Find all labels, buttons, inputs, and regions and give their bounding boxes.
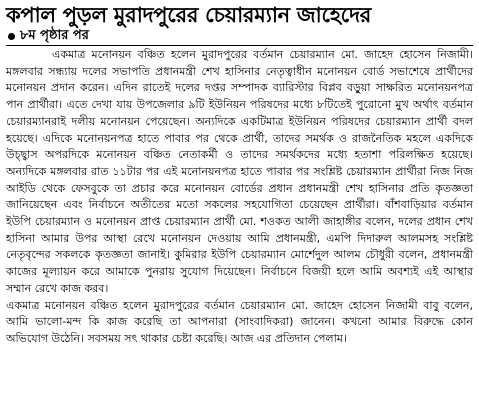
article-paragraph-1: একমাত্র মনোনয়ন বঞ্চিত হলেন মুরাদপুরের বর্তমান চেয়ারম্যান মো. জাহেদ হোসেন নিজামী। মঙ্গলবার সন্ধ্যায় দলের সভাপতি প্রধানমন্ত্রী শেখ হাসিনার নেতৃত্বাধীন মনোনয়ন বোর্ড সভাশেষে প্রার্থীদের মনোনয়ন প্রদান করেন। এদিন রাতেই দলের দপ্তর সম্পাদক ব্যারিস্টার বিপ্লব বড়ুয়া সাক্ষরিত মনোনয়নপত্র পান প্রার্থীরা। এতে দেখা যায় উপজেলার ৯টি ইউনিয়ন পরিষদের মধ্যে ৮টিতেই পুরোনো মুখ অর্থাৎ বর্তমান চেয়ারম্যানরাই দলীয় মনোনয়ন পেয়েছেন। অন্যদিকে একটিমাত্র ইউনিয়ন পরিষদের চেয়ারম্যান প্রার্থী বদল হয়েছে। এদিকে মনোনয়নপত্র হাতে পাবার পর থেকে প্রার্থী, তাদের সমর্থক ও রাজনৈতিক মহলে একদিকে উচ্ছ্বাস অপরদিকে মনোনয়ন বঞ্চিত নেতাকর্মী ও তাদের সমর্থকদের মধ্যে হতাশা পরিলক্ষিত হয়েছে। অন্যদিকে মঙ্গলবার রাত ১১টার পর এই মনোনয়নপত্র হাতে পাবার পর সংশ্লিষ্ট চেয়ারম্যান প্রার্থীরা নিজ নিজ আইডি থেকে ফেসবুকে তা প্রচার করে মনোনয়ন বোর্ডের প্রধান প্রধানমন্ত্রী শেখ হাসিনার প্রতি কৃতজ্ঞতা জানিয়েছেন এবং নির্বাচনে অতীতের মতো সকলের সহযোগিতা চেয়েছেন প্রার্থীরা। বাঁশবাড়িয়ার বর্তমান ইউপি চেয়ারম্যান ও মনোনয়ন প্রাপ্ত চেয়ারম্যান প্রার্থী মো. শওকত আলী জাহাঙ্গীর বলেন, দলের প্রধান শেখ হাসিনা আমার উপর আস্থা রেখে মনোনয়ন দেওয়ায় আমি প্রধানমন্ত্রী, এমপি দিদারুল আলমসহ সংশ্লিষ্ট নেতৃবৃন্দের সকলকে কৃতজ্ঞতা জানাই। কুমিরার ইউপি চেয়ারম্যান মোর্শেদুল আলম চৌধুরী বলেন, প্রধানমন্ত্রী কাজের মূল্যায়ন করে আমাকে পুনরায় সুযোগ দিয়েছেন। নির্বাচনে বিজয়ী হলে আমি অবশ্যই এই আস্থার সম্মান রেখে কাজ করব। [6,48,473,295]
continuation-line [6,28,473,44]
bullet-icon [8,33,15,40]
article-paragraph-2: একমাত্র মনোনয়ন বঞ্চিত হলেন মুরাদপুরের বর্তমান চেয়ারম্যান মো. জাহেদ হোসেন নিজামী বাবু বলেন, আমি ভালো-মন্দ কি কাজ করেছি তা আপনারা (সাংবাদিকরা) জানেন। কখনো আমার বিরুদ্ধে কোন অভিযোগ উঠেনি। সবসময় সৎ থাকার চেষ্টা করেছি। আজ এর প্রতিদান পেলাম। [6,298,473,345]
article-body [6,45,473,348]
headline: কপাল পুড়ল মুরাদপুরের চেয়ারম্যান জাহেদের [6,3,372,27]
continuation-label: ৮ম পৃষ্ঠার পর [20,28,89,43]
